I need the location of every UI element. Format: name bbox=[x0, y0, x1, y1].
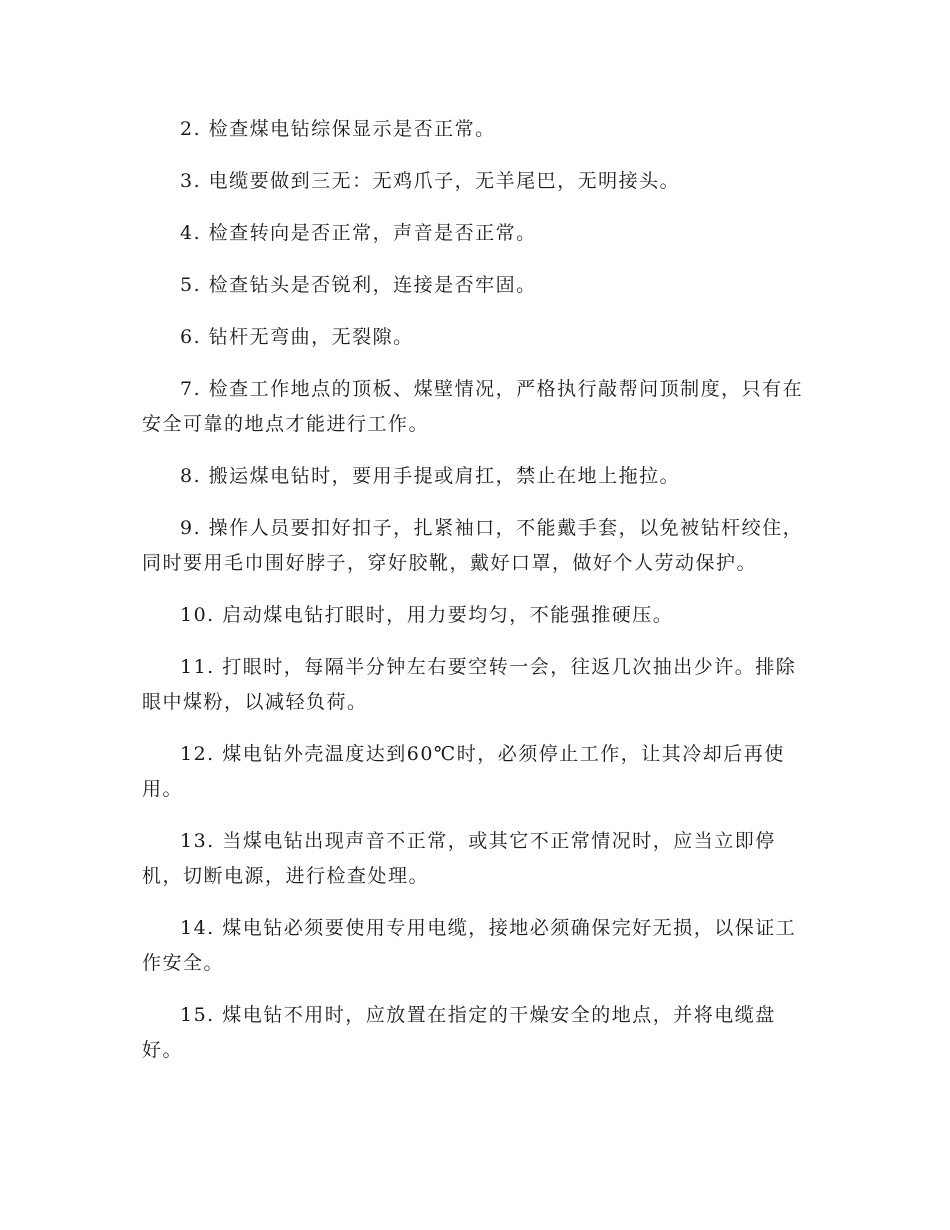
document-body bbox=[142, 112, 810, 1085]
list-item: 14. 煤电钻必须要使用专用电缆，接地必须确保完好无损，以保证工作安全。 bbox=[142, 917, 797, 974]
list-item: 5. 检查钻头是否锐利，连接是否牢固。 bbox=[180, 274, 537, 296]
list-item: 3. 电缆要做到三无：无鸡爪子，无羊尾巴，无明接头。 bbox=[180, 170, 681, 192]
list-item: 6. 钻杆无弯曲，无裂隙。 bbox=[180, 326, 414, 348]
list-item: 2. 检查煤电钻综保显示是否正常。 bbox=[180, 118, 496, 140]
list-item: 11. 打眼时，每隔半分钟左右要空转一会，往返几次抽出少许。排除眼中煤粉，以减轻负荷。 bbox=[142, 656, 797, 713]
list-item: 15. 煤电钻不用时，应放置在指定的干燥安全的地点，并将电缆盘好。 bbox=[142, 1004, 776, 1061]
list-item: 9. 操作人员要扣好扣子，扎紧袖口，不能戴手套，以免被钻杆绞住，同时要用毛巾围好脖子，穿好胶靴，戴好口罩，做好个人劳动保护。 bbox=[142, 517, 804, 574]
list-item: 10. 启动煤电钻打眼时，用力要均匀，不能强推硬压。 bbox=[180, 604, 674, 626]
list-item: 12. 煤电钻外壳温度达到60℃时，必须停止工作，让其冷却后再使用。 bbox=[142, 743, 785, 800]
list-item: 8. 搬运煤电钻时，要用手提或肩扛，禁止在地上拖拉。 bbox=[180, 465, 681, 487]
list-item: 7. 检查工作地点的顶板、煤壁情况，严格执行敲帮问顶制度，只有在安全可靠的地点才能进行工作。 bbox=[142, 378, 804, 435]
list-item: 4. 检查转向是否正常，声音是否正常。 bbox=[180, 222, 537, 244]
list-item: 13. 当煤电钻出现声音不正常，或其它不正常情况时，应当立即停机，切断电源，进行检查处理。 bbox=[142, 830, 776, 887]
